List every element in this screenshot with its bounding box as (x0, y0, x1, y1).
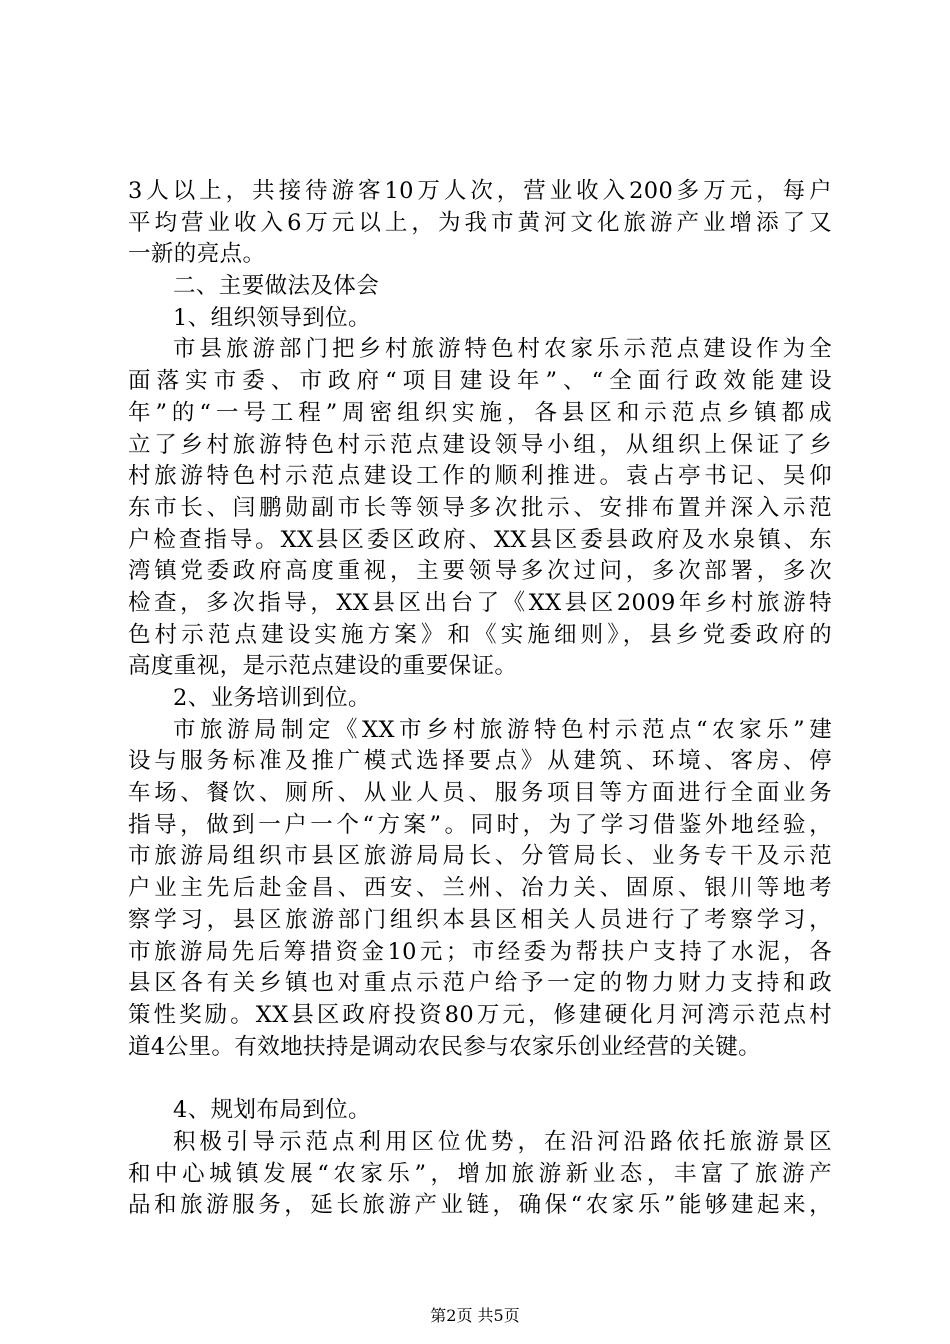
paragraph-line: 市旅游局制定《XX市乡村旅游特色村示范点“农家乐”建 (173, 716, 832, 743)
paragraph-line: 市旅游局先后筹措资金10元；市经委为帮扶户支持了水泥，各 (128, 938, 832, 965)
document-body (128, 176, 832, 1222)
section-heading: 4、规划布局到位。 (173, 1097, 371, 1124)
paragraph-line: 车场、餐饮、厕所、从业人员、服务项目等方面进行全面业务 (128, 780, 832, 807)
paragraph-line: 平均营业收入6万元以上，为我市黄河文化旅游产业增添了又 (128, 209, 832, 236)
paragraph-line: 东市长、闫鹏勋副市长等领导多次批示、安排布置并深入示范 (128, 494, 832, 521)
paragraph-line: 市县旅游部门把乡村旅游特色村农家乐示范点建设作为全 (173, 336, 832, 363)
paragraph-line: 面落实市委、市政府“项目建设年”、“全面行政效能建设 (128, 368, 832, 395)
section-heading: 2、业务培训到位。 (173, 685, 371, 711)
paragraph-line: 湾镇党委政府高度重视，主要领导多次过问，多次部署，多次 (128, 558, 832, 585)
paragraph-line: 户业主先后赴金昌、西安、兰州、冶力关、固原、银川等地考 (128, 875, 832, 902)
paragraph-line: 积极引导示范点利用区位优势，在沿河沿路依托旅游景区 (173, 1128, 832, 1155)
paragraph-line: 品和旅游服务，延长旅游产业链，确保“农家乐”能够建起来， (128, 1192, 832, 1219)
paragraph-line: 指导，做到一户一个“方案”。同时，为了学习借鉴外地经验， (128, 811, 832, 838)
paragraph-line: 道4公里。有效地扶持是调动农民参与农家乐创业经营的关键。 (128, 1033, 762, 1060)
paragraph-line: 县区各有关乡镇也对重点示范户给予一定的物力财力支持和政 (128, 970, 832, 997)
paragraph-line: 策性奖励。XX县区政府投资80万元，修建硬化月河湾示范点村 (128, 1001, 832, 1028)
blank-line (128, 1063, 832, 1095)
paragraph-line: 立了乡村旅游特色村示范点建设领导小组，从组织上保证了乡 (128, 431, 832, 458)
section-heading: 二、主要做法及体会 (173, 273, 380, 300)
paragraph-line: 村旅游特色村示范点建设工作的顺利推进。袁占亭书记、吴仰 (128, 463, 832, 490)
paragraph (128, 334, 832, 683)
paragraph-line: 察学习，县区旅游部门组织本县区相关人员进行了考察学习， (128, 906, 832, 933)
page-footer: 第2页 共5页 (430, 1306, 520, 1325)
paragraph-line: 色村示范点建设实施方案》和《实施细则》，县乡党委政府的 (128, 621, 832, 648)
paragraph (128, 1127, 832, 1222)
paragraph-line: 户检查指导。XX县区委区政府、XX县区委县政府及水泉镇、东 (128, 526, 832, 553)
paragraph-line: 年”的“一号工程”周密组织实施，各县区和示范点乡镇都成 (128, 399, 832, 426)
paragraph-line: 检查，多次指导，XX县区出台了《XX县区2009年乡村旅游特 (128, 589, 832, 616)
paragraph (128, 715, 832, 1064)
paragraph-line: 设与服务标准及推广模式选择要点》从建筑、环境、客房、停 (128, 748, 832, 775)
section-heading: 1、组织领导到位。 (173, 304, 371, 331)
paragraph-line: 3人以上，共接待游客10万人次，营业收入200多万元，每户 (128, 178, 832, 204)
paragraph-line: 高度重视，是示范点建设的重要保证。 (128, 653, 518, 680)
paragraph-line: 一新的亮点。 (128, 241, 266, 268)
paragraph-line: 和中心城镇发展“农家乐”，增加旅游新业态，丰富了旅游产 (128, 1160, 832, 1187)
paragraph-line: 市旅游局组织市县区旅游局局长、分管局长、业务专干及示范 (128, 843, 832, 870)
paragraph (128, 176, 832, 271)
